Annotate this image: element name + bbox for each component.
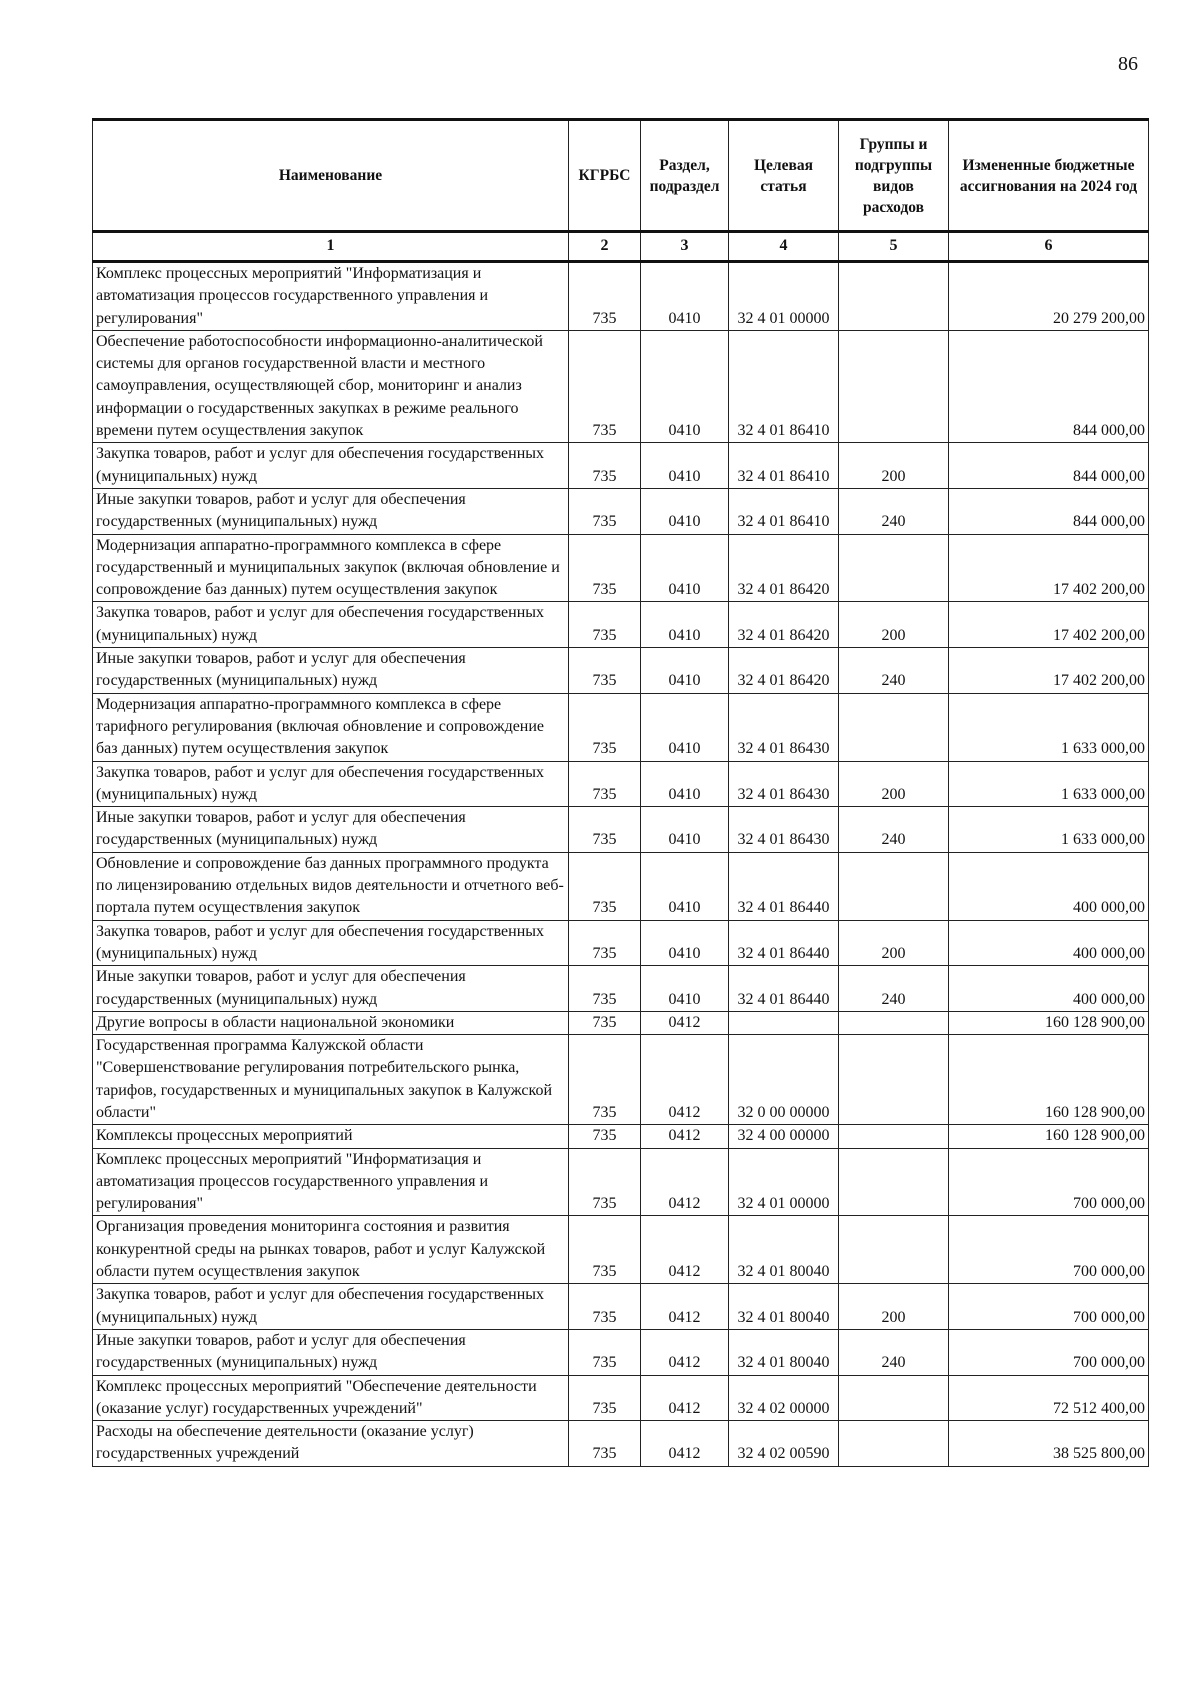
row-kgrbs-cell: 735 <box>569 1375 641 1421</box>
column-number: 3 <box>641 232 729 262</box>
row-razdel-cell: 0412 <box>641 1125 729 1148</box>
row-statya-cell: 32 4 01 80040 <box>729 1329 839 1375</box>
table-row <box>93 262 1149 331</box>
row-statya-cell: 32 4 01 86430 <box>729 761 839 807</box>
column-number: 4 <box>729 232 839 262</box>
row-kgrbs-cell: 735 <box>569 1035 641 1125</box>
row-statya-cell: 32 4 02 00590 <box>729 1421 839 1467</box>
row-kgrbs-cell: 735 <box>569 1125 641 1148</box>
row-amount-cell: 160 128 900,00 <box>949 1035 1149 1125</box>
row-kgrbs-cell: 735 <box>569 488 641 534</box>
row-name-cell: Организация проведения мониторинга состояния и развития конкурентной среды на рынках товаров, работ и услуг Калужской области путем осуществления закупок <box>93 1216 569 1284</box>
row-amount-cell: 844 000,00 <box>949 443 1149 489</box>
row-gruppa-cell: 240 <box>839 488 949 534</box>
row-amount-cell: 38 525 800,00 <box>949 1421 1149 1467</box>
row-statya-cell: 32 4 01 86410 <box>729 330 839 442</box>
row-kgrbs-cell: 735 <box>569 852 641 920</box>
row-gruppa-cell <box>839 330 949 442</box>
header-amount: Измененные бюджетные ассигнования на 2024 год <box>949 120 1149 232</box>
column-number: 1 <box>93 232 569 262</box>
row-name-cell: Закупка товаров, работ и услуг для обеспечения государственных (муниципальных) нужд <box>93 920 569 966</box>
header-razdel: Раздел, подраздел <box>641 120 729 232</box>
row-gruppa-cell <box>839 1216 949 1284</box>
row-amount-cell: 700 000,00 <box>949 1148 1149 1216</box>
table-row <box>93 1284 1149 1330</box>
row-razdel-cell: 0410 <box>641 693 729 761</box>
table-row <box>93 330 1149 442</box>
table-row <box>93 1125 1149 1148</box>
row-amount-cell: 700 000,00 <box>949 1329 1149 1375</box>
row-statya-cell: 32 0 00 00000 <box>729 1035 839 1125</box>
budget-table <box>92 118 1149 1467</box>
row-gruppa-cell: 200 <box>839 1284 949 1330</box>
column-number: 5 <box>839 232 949 262</box>
row-kgrbs-cell: 735 <box>569 1284 641 1330</box>
row-name-cell: Государственная программа Калужской области "Совершенствование регулирования потребительского рынка, тарифов, государственных и муниципальных закупок в Калужской области" <box>93 1035 569 1125</box>
table-row <box>93 1375 1149 1421</box>
row-gruppa-cell: 200 <box>839 443 949 489</box>
column-number: 2 <box>569 232 641 262</box>
row-razdel-cell: 0410 <box>641 330 729 442</box>
row-name-cell: Иные закупки товаров, работ и услуг для обеспечения государственных (муниципальных) нужд <box>93 488 569 534</box>
row-name-cell: Комплексы процессных мероприятий <box>93 1125 569 1148</box>
row-statya-cell: 32 4 01 86440 <box>729 966 839 1012</box>
table-row <box>93 443 1149 489</box>
row-gruppa-cell: 240 <box>839 966 949 1012</box>
row-kgrbs-cell: 735 <box>569 807 641 853</box>
table-row <box>93 807 1149 853</box>
row-statya-cell: 32 4 01 86410 <box>729 443 839 489</box>
row-kgrbs-cell: 735 <box>569 920 641 966</box>
row-amount-cell: 160 128 900,00 <box>949 1125 1149 1148</box>
row-amount-cell: 1 633 000,00 <box>949 693 1149 761</box>
row-name-cell: Другие вопросы в области национальной экономики <box>93 1011 569 1034</box>
row-razdel-cell: 0410 <box>641 966 729 1012</box>
row-razdel-cell: 0412 <box>641 1216 729 1284</box>
row-gruppa-cell <box>839 693 949 761</box>
row-kgrbs-cell: 735 <box>569 966 641 1012</box>
table-row <box>93 488 1149 534</box>
row-kgrbs-cell: 735 <box>569 1148 641 1216</box>
row-statya-cell: 32 4 01 86430 <box>729 693 839 761</box>
row-razdel-cell: 0410 <box>641 920 729 966</box>
row-statya-cell: 32 4 01 00000 <box>729 1148 839 1216</box>
row-name-cell: Иные закупки товаров, работ и услуг для обеспечения государственных (муниципальных) нужд <box>93 1329 569 1375</box>
row-name-cell: Модернизация аппаратно-программного комплекса в сфере государственный и муниципальных закупок (включая обновление и сопровождение баз данных) путем осуществления закупок <box>93 534 569 602</box>
row-razdel-cell: 0410 <box>641 852 729 920</box>
row-razdel-cell: 0410 <box>641 488 729 534</box>
row-name-cell: Иные закупки товаров, работ и услуг для обеспечения государственных (муниципальных) нужд <box>93 807 569 853</box>
row-name-cell: Модернизация аппаратно-программного комплекса в сфере тарифного регулирования (включая обновление и сопровождение баз данных) путем осуществления закупок <box>93 693 569 761</box>
table-row <box>93 1216 1149 1284</box>
row-name-cell: Обеспечение работоспособности информационно-аналитической системы для органов государственной власти и местного самоуправления, осуществляющей сбор, мониторинг и анализ информации о государственных закупках в режиме реального времени путем осуществления закупок <box>93 330 569 442</box>
row-gruppa-cell: 200 <box>839 920 949 966</box>
table-row <box>93 920 1149 966</box>
row-statya-cell: 32 4 01 86440 <box>729 920 839 966</box>
row-statya-cell: 32 4 01 80040 <box>729 1216 839 1284</box>
row-gruppa-cell <box>839 1011 949 1034</box>
row-razdel-cell: 0410 <box>641 648 729 694</box>
column-number-row <box>93 232 1149 262</box>
row-gruppa-cell: 240 <box>839 807 949 853</box>
table-row <box>93 966 1149 1012</box>
row-kgrbs-cell: 735 <box>569 262 641 331</box>
row-statya-cell: 32 4 00 00000 <box>729 1125 839 1148</box>
row-kgrbs-cell: 735 <box>569 602 641 648</box>
row-name-cell: Закупка товаров, работ и услуг для обеспечения государственных (муниципальных) нужд <box>93 761 569 807</box>
row-razdel-cell: 0410 <box>641 807 729 853</box>
table-row <box>93 534 1149 602</box>
row-razdel-cell: 0410 <box>641 534 729 602</box>
row-kgrbs-cell: 735 <box>569 330 641 442</box>
row-gruppa-cell <box>839 852 949 920</box>
table-row <box>93 693 1149 761</box>
row-amount-cell: 400 000,00 <box>949 852 1149 920</box>
row-kgrbs-cell: 735 <box>569 648 641 694</box>
row-razdel-cell: 0410 <box>641 602 729 648</box>
row-gruppa-cell <box>839 1148 949 1216</box>
row-amount-cell: 1 633 000,00 <box>949 807 1149 853</box>
table-row <box>93 1035 1149 1125</box>
row-kgrbs-cell: 735 <box>569 1011 641 1034</box>
row-razdel-cell: 0412 <box>641 1329 729 1375</box>
table-row <box>93 1421 1149 1467</box>
row-statya-cell: 32 4 01 00000 <box>729 262 839 331</box>
row-razdel-cell: 0410 <box>641 443 729 489</box>
row-kgrbs-cell: 735 <box>569 693 641 761</box>
row-gruppa-cell <box>839 534 949 602</box>
header-kgrbs: КГРБС <box>569 120 641 232</box>
row-amount-cell: 17 402 200,00 <box>949 534 1149 602</box>
row-amount-cell: 72 512 400,00 <box>949 1375 1149 1421</box>
row-gruppa-cell <box>839 1035 949 1125</box>
row-razdel-cell: 0410 <box>641 761 729 807</box>
row-gruppa-cell <box>839 1421 949 1467</box>
row-statya-cell: 32 4 01 86410 <box>729 488 839 534</box>
row-kgrbs-cell: 735 <box>569 1216 641 1284</box>
row-statya-cell: 32 4 01 86420 <box>729 534 839 602</box>
table-row <box>93 1148 1149 1216</box>
row-amount-cell: 844 000,00 <box>949 330 1149 442</box>
header-statya: Целевая статья <box>729 120 839 232</box>
table-header-row <box>93 120 1149 232</box>
row-razdel-cell: 0412 <box>641 1421 729 1467</box>
table-row <box>93 1329 1149 1375</box>
row-amount-cell: 1 633 000,00 <box>949 761 1149 807</box>
row-name-cell: Обновление и сопровождение баз данных программного продукта по лицензированию отдельных видов деятельности и отчетного веб-портала путем осуществления закупок <box>93 852 569 920</box>
row-razdel-cell: 0412 <box>641 1284 729 1330</box>
row-name-cell: Иные закупки товаров, работ и услуг для обеспечения государственных (муниципальных) нужд <box>93 966 569 1012</box>
table-row <box>93 602 1149 648</box>
row-gruppa-cell: 240 <box>839 1329 949 1375</box>
row-statya-cell: 32 4 02 00000 <box>729 1375 839 1421</box>
row-razdel-cell: 0412 <box>641 1035 729 1125</box>
row-gruppa-cell: 200 <box>839 602 949 648</box>
row-kgrbs-cell: 735 <box>569 761 641 807</box>
header-gruppy: Группы и подгруппы видов расходов <box>839 120 949 232</box>
row-amount-cell: 160 128 900,00 <box>949 1011 1149 1034</box>
row-gruppa-cell: 200 <box>839 761 949 807</box>
row-statya-cell: 32 4 01 86430 <box>729 807 839 853</box>
row-amount-cell: 20 279 200,00 <box>949 262 1149 331</box>
row-amount-cell: 400 000,00 <box>949 920 1149 966</box>
row-statya-cell: 32 4 01 86420 <box>729 602 839 648</box>
row-name-cell: Закупка товаров, работ и услуг для обеспечения государственных (муниципальных) нужд <box>93 443 569 489</box>
row-razdel-cell: 0412 <box>641 1375 729 1421</box>
row-razdel-cell: 0410 <box>641 262 729 331</box>
row-amount-cell: 17 402 200,00 <box>949 602 1149 648</box>
row-gruppa-cell <box>839 1375 949 1421</box>
row-statya-cell: 32 4 01 80040 <box>729 1284 839 1330</box>
row-statya-cell: 32 4 01 86440 <box>729 852 839 920</box>
table-row <box>93 648 1149 694</box>
page-number: 86 <box>1118 53 1138 75</box>
row-name-cell: Расходы на обеспечение деятельности (оказание услуг) государственных учреждений <box>93 1421 569 1467</box>
row-amount-cell: 17 402 200,00 <box>949 648 1149 694</box>
row-kgrbs-cell: 735 <box>569 1421 641 1467</box>
table-row <box>93 1011 1149 1034</box>
row-name-cell: Комплекс процессных мероприятий "Обеспечение деятельности (оказание услуг) государственных учреждений" <box>93 1375 569 1421</box>
row-gruppa-cell <box>839 262 949 331</box>
row-gruppa-cell: 240 <box>839 648 949 694</box>
row-amount-cell: 700 000,00 <box>949 1284 1149 1330</box>
row-gruppa-cell <box>839 1125 949 1148</box>
row-name-cell: Комплекс процессных мероприятий "Информатизация и автоматизация процессов государственного управления и регулирования" <box>93 262 569 331</box>
row-amount-cell: 844 000,00 <box>949 488 1149 534</box>
row-kgrbs-cell: 735 <box>569 1329 641 1375</box>
row-name-cell: Иные закупки товаров, работ и услуг для обеспечения государственных (муниципальных) нужд <box>93 648 569 694</box>
table-row <box>93 761 1149 807</box>
row-kgrbs-cell: 735 <box>569 534 641 602</box>
table-body <box>93 262 1149 1467</box>
column-number: 6 <box>949 232 1149 262</box>
row-amount-cell: 400 000,00 <box>949 966 1149 1012</box>
row-name-cell: Закупка товаров, работ и услуг для обеспечения государственных (муниципальных) нужд <box>93 602 569 648</box>
row-statya-cell: 32 4 01 86420 <box>729 648 839 694</box>
row-name-cell: Закупка товаров, работ и услуг для обеспечения государственных (муниципальных) нужд <box>93 1284 569 1330</box>
row-kgrbs-cell: 735 <box>569 443 641 489</box>
table-row <box>93 852 1149 920</box>
row-razdel-cell: 0412 <box>641 1011 729 1034</box>
row-amount-cell: 700 000,00 <box>949 1216 1149 1284</box>
row-name-cell: Комплекс процессных мероприятий "Информатизация и автоматизация процессов государственного управления и регулирования" <box>93 1148 569 1216</box>
row-razdel-cell: 0412 <box>641 1148 729 1216</box>
header-name: Наименование <box>93 120 569 232</box>
row-statya-cell <box>729 1011 839 1034</box>
